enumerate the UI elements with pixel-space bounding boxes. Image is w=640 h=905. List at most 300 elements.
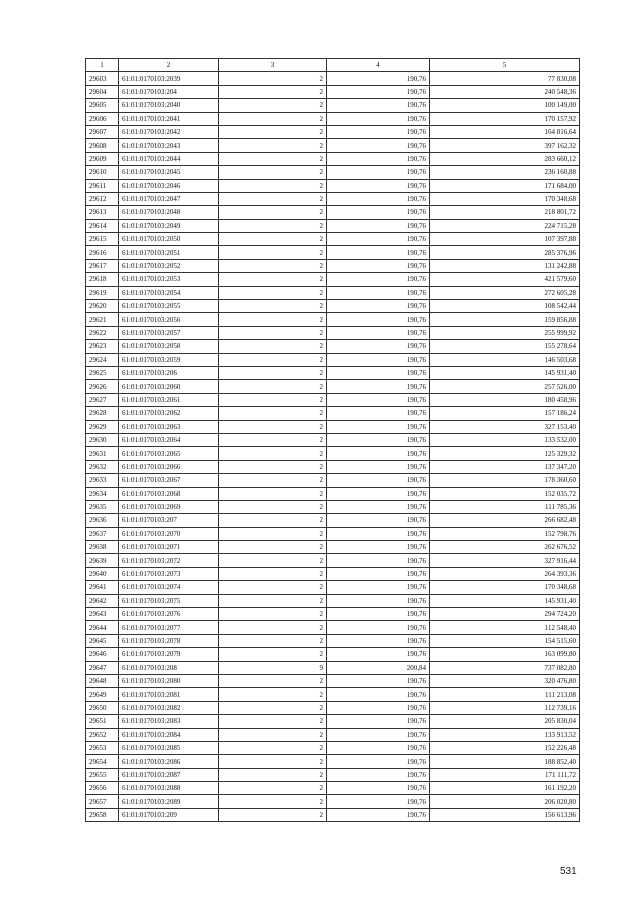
table-cell-col-5: 272 605,28 <box>430 286 580 299</box>
table-row <box>86 567 580 580</box>
table-cell-col-3: 2 <box>219 407 327 420</box>
table-cell-col-1: 29627 <box>86 393 119 406</box>
table-cell-col-1: 29613 <box>86 206 119 219</box>
table-cell-col-2: 61:01:0170103:2064 <box>119 433 219 446</box>
table-cell-col-5: 255 999,92 <box>430 326 580 339</box>
table-cell-col-4: 190,76 <box>327 608 430 621</box>
table-cell-col-2: 61:01:0170103:2057 <box>119 326 219 339</box>
table-cell-col-1: 29609 <box>86 152 119 165</box>
table-cell-col-4: 190,76 <box>327 768 430 781</box>
table-row <box>86 233 580 246</box>
table-cell-col-1: 29614 <box>86 219 119 232</box>
table-cell-col-2: 61:01:0170103:2044 <box>119 152 219 165</box>
table-cell-col-1: 29641 <box>86 581 119 594</box>
table-cell-col-1: 29621 <box>86 313 119 326</box>
table-cell-col-5: 145 931,40 <box>430 366 580 379</box>
table-cell-col-5: 421 579,60 <box>430 273 580 286</box>
table-cell-col-2: 61:01:0170103:2062 <box>119 407 219 420</box>
table-cell-col-1: 29616 <box>86 246 119 259</box>
table-row <box>86 125 580 138</box>
table-cell-col-2: 61:01:0170103:2046 <box>119 179 219 192</box>
table-cell-col-4: 190,76 <box>327 728 430 741</box>
table-cell-col-5: 327 916,44 <box>430 554 580 567</box>
table-cell-col-2: 61:01:0170103:2053 <box>119 273 219 286</box>
table-cell-col-3: 2 <box>219 326 327 339</box>
table-cell-col-5: 178 360,60 <box>430 474 580 487</box>
table-cell-col-3: 2 <box>219 233 327 246</box>
header-row <box>86 59 580 72</box>
table-cell-col-3: 2 <box>219 755 327 768</box>
table-cell-col-5: 152 226,48 <box>430 741 580 754</box>
table-row <box>86 192 580 205</box>
table-cell-col-5: 157 186,24 <box>430 407 580 420</box>
table-cell-col-1: 29610 <box>86 166 119 179</box>
table-cell-col-5: 171 684,00 <box>430 179 580 192</box>
table-cell-col-3: 2 <box>219 728 327 741</box>
table-cell-col-1: 29624 <box>86 353 119 366</box>
table-cell-col-3: 2 <box>219 366 327 379</box>
table-cell-col-4: 190,76 <box>327 808 430 821</box>
table-cell-col-5: 327 153,40 <box>430 420 580 433</box>
table-cell-col-5: 112 739,16 <box>430 701 580 714</box>
table-cell-col-2: 61:01:0170103:2069 <box>119 500 219 513</box>
table-row <box>86 621 580 634</box>
table-cell-col-1: 29633 <box>86 474 119 487</box>
table-cell-col-3: 2 <box>219 447 327 460</box>
table-cell-col-3: 2 <box>219 259 327 272</box>
table-cell-col-1: 29655 <box>86 768 119 781</box>
table-cell-col-2: 61:01:0170103:2042 <box>119 125 219 138</box>
table-cell-col-4: 190,76 <box>327 259 430 272</box>
table-cell-col-4: 190,76 <box>327 433 430 446</box>
table-cell-col-3: 2 <box>219 99 327 112</box>
table-cell-col-5: 236 160,88 <box>430 166 580 179</box>
table-cell-col-1: 29642 <box>86 594 119 607</box>
table-cell-col-2: 61:01:0170103:208 <box>119 661 219 674</box>
table-cell-col-4: 190,76 <box>327 340 430 353</box>
table-cell-col-3: 2 <box>219 474 327 487</box>
table-cell-col-1: 29637 <box>86 527 119 540</box>
table-cell-col-1: 29634 <box>86 487 119 500</box>
table-row <box>86 393 580 406</box>
table-cell-col-1: 29645 <box>86 634 119 647</box>
table-cell-col-5: 170 348,68 <box>430 192 580 205</box>
table-cell-col-5: 111 213,08 <box>430 688 580 701</box>
table-cell-col-1: 29644 <box>86 621 119 634</box>
table-cell-col-4: 190,76 <box>327 72 430 85</box>
table-cell-col-2: 61:01:0170103:2087 <box>119 768 219 781</box>
table-cell-col-2: 61:01:0170103:2066 <box>119 460 219 473</box>
table-row <box>86 768 580 781</box>
table-cell-col-4: 190,76 <box>327 85 430 98</box>
table-row <box>86 701 580 714</box>
table-cell-col-2: 61:01:0170103:2041 <box>119 112 219 125</box>
table-row <box>86 300 580 313</box>
table-cell-col-5: 206 020,80 <box>430 795 580 808</box>
table-cell-col-4: 190,76 <box>327 581 430 594</box>
table-cell-col-1: 29647 <box>86 661 119 674</box>
table-row <box>86 554 580 567</box>
table-row <box>86 152 580 165</box>
table-cell-col-2: 61:01:0170103:2079 <box>119 648 219 661</box>
table-cell-col-5: 164 816,64 <box>430 125 580 138</box>
table-row <box>86 340 580 353</box>
table-row <box>86 380 580 393</box>
table-cell-col-3: 2 <box>219 567 327 580</box>
table-cell-col-2: 61:01:0170103:2063 <box>119 420 219 433</box>
table-cell-col-5: 188 852,40 <box>430 755 580 768</box>
table-cell-col-5: 170 348,68 <box>430 581 580 594</box>
table-row <box>86 313 580 326</box>
table-row <box>86 634 580 647</box>
table-cell-col-3: 2 <box>219 85 327 98</box>
table-row <box>86 179 580 192</box>
table-row <box>86 219 580 232</box>
table-row <box>86 487 580 500</box>
table-cell-col-5: 133 913,52 <box>430 728 580 741</box>
table-cell-col-4: 190,76 <box>327 206 430 219</box>
table-cell-col-4: 190,76 <box>327 139 430 152</box>
table-row <box>86 474 580 487</box>
table-cell-col-1: 29652 <box>86 728 119 741</box>
table-cell-col-5: 170 157,92 <box>430 112 580 125</box>
table-cell-col-2: 61:01:0170103:2086 <box>119 755 219 768</box>
table-cell-col-3: 2 <box>219 460 327 473</box>
table-cell-col-2: 61:01:0170103:2065 <box>119 447 219 460</box>
table-cell-col-4: 190,76 <box>327 353 430 366</box>
table-cell-col-4: 190,76 <box>327 688 430 701</box>
table-cell-col-4: 190,76 <box>327 460 430 473</box>
table-cell-col-3: 2 <box>219 166 327 179</box>
table-cell-col-5: 163 099,80 <box>430 648 580 661</box>
table-cell-col-3: 2 <box>219 701 327 714</box>
registry-table <box>85 58 580 822</box>
table-cell-col-4: 190,76 <box>327 300 430 313</box>
table-row <box>86 139 580 152</box>
table-cell-col-1: 29631 <box>86 447 119 460</box>
table-body <box>86 72 580 822</box>
table-row <box>86 648 580 661</box>
table-cell-col-1: 29622 <box>86 326 119 339</box>
table-cell-col-3: 2 <box>219 313 327 326</box>
table-cell-col-2: 61:01:0170103:2073 <box>119 567 219 580</box>
table-cell-col-3: 2 <box>219 72 327 85</box>
table-cell-col-3: 2 <box>219 648 327 661</box>
table-cell-col-1: 29630 <box>86 433 119 446</box>
table-cell-col-4: 190,76 <box>327 514 430 527</box>
table-cell-col-5: 131 242,88 <box>430 259 580 272</box>
table-cell-col-4: 190,76 <box>327 246 430 259</box>
table-cell-col-1: 29606 <box>86 112 119 125</box>
table-row <box>86 99 580 112</box>
table-cell-col-3: 2 <box>219 500 327 513</box>
table-cell-col-4: 190,76 <box>327 99 430 112</box>
table-cell-col-3: 2 <box>219 608 327 621</box>
table-row <box>86 608 580 621</box>
table-cell-col-4: 190,76 <box>327 380 430 393</box>
table-cell-col-1: 29636 <box>86 514 119 527</box>
table-cell-col-4: 190,76 <box>327 393 430 406</box>
table-row <box>86 206 580 219</box>
table-cell-col-2: 61:01:0170103:2074 <box>119 581 219 594</box>
table-cell-col-5: 285 376,96 <box>430 246 580 259</box>
table-cell-col-1: 29619 <box>86 286 119 299</box>
table-cell-col-3: 2 <box>219 741 327 754</box>
table-cell-col-4: 190,76 <box>327 179 430 192</box>
table-cell-col-3: 2 <box>219 192 327 205</box>
table-row <box>86 433 580 446</box>
table-cell-col-5: 320 476,80 <box>430 674 580 687</box>
table-row <box>86 500 580 513</box>
table-cell-col-3: 2 <box>219 152 327 165</box>
table-cell-col-1: 29658 <box>86 808 119 821</box>
table-cell-col-4: 200,84 <box>327 661 430 674</box>
table-cell-col-4: 190,76 <box>327 701 430 714</box>
table-cell-col-5: 100 149,00 <box>430 99 580 112</box>
table-row <box>86 541 580 554</box>
table-cell-col-3: 2 <box>219 768 327 781</box>
table-row <box>86 112 580 125</box>
table-cell-col-1: 29617 <box>86 259 119 272</box>
table-row <box>86 447 580 460</box>
table-row <box>86 795 580 808</box>
table-cell-col-1: 29628 <box>86 407 119 420</box>
table-cell-col-1: 29638 <box>86 541 119 554</box>
table-cell-col-2: 61:01:0170103:2040 <box>119 99 219 112</box>
table-cell-col-4: 190,76 <box>327 648 430 661</box>
table-cell-col-5: 77 830,08 <box>430 72 580 85</box>
table-cell-col-3: 2 <box>219 621 327 634</box>
table-cell-col-5: 266 682,48 <box>430 514 580 527</box>
table-cell-col-3: 2 <box>219 246 327 259</box>
table-cell-col-2: 61:01:0170103:2058 <box>119 340 219 353</box>
table-cell-col-2: 61:01:0170103:2072 <box>119 554 219 567</box>
table-cell-col-3: 2 <box>219 674 327 687</box>
table-cell-col-4: 190,76 <box>327 273 430 286</box>
table-row <box>86 259 580 272</box>
table-row <box>86 286 580 299</box>
table-row <box>86 85 580 98</box>
table-cell-col-2: 61:01:0170103:2056 <box>119 313 219 326</box>
table-cell-col-3: 2 <box>219 219 327 232</box>
table-cell-col-4: 190,76 <box>327 554 430 567</box>
table-cell-col-2: 61:01:0170103:2085 <box>119 741 219 754</box>
table-cell-col-2: 61:01:0170103:2061 <box>119 393 219 406</box>
table-row <box>86 326 580 339</box>
table-cell-col-4: 190,76 <box>327 166 430 179</box>
table-cell-col-2: 61:01:0170103:2060 <box>119 380 219 393</box>
table-cell-col-4: 190,76 <box>327 326 430 339</box>
table-row <box>86 741 580 754</box>
table-cell-col-2: 61:01:0170103:209 <box>119 808 219 821</box>
table-cell-col-5: 154 515,60 <box>430 634 580 647</box>
table-row <box>86 420 580 433</box>
table-cell-col-2: 61:01:0170103:2071 <box>119 541 219 554</box>
table-cell-col-4: 190,76 <box>327 755 430 768</box>
table-cell-col-5: 159 856,88 <box>430 313 580 326</box>
column-header-4: 4 <box>327 59 430 72</box>
table-row <box>86 661 580 674</box>
table-row <box>86 581 580 594</box>
table-cell-col-5: 156 613,96 <box>430 808 580 821</box>
table-row <box>86 514 580 527</box>
table-cell-col-5: 264 393,36 <box>430 567 580 580</box>
table-cell-col-3: 2 <box>219 514 327 527</box>
table-cell-col-3: 2 <box>219 340 327 353</box>
table-cell-col-2: 61:01:0170103:2051 <box>119 246 219 259</box>
table-cell-col-2: 61:01:0170103:2047 <box>119 192 219 205</box>
table-row <box>86 594 580 607</box>
table-cell-col-5: 283 660,12 <box>430 152 580 165</box>
table-cell-col-3: 2 <box>219 554 327 567</box>
table-cell-col-4: 190,76 <box>327 474 430 487</box>
table-cell-col-3: 2 <box>219 581 327 594</box>
table-cell-col-5: 133 532,00 <box>430 433 580 446</box>
table-cell-col-3: 2 <box>219 433 327 446</box>
column-header-3: 3 <box>219 59 327 72</box>
table-cell-col-2: 61:01:0170103:2068 <box>119 487 219 500</box>
table-cell-col-5: 224 715,28 <box>430 219 580 232</box>
table-cell-col-1: 29603 <box>86 72 119 85</box>
table-cell-col-3: 2 <box>219 206 327 219</box>
table-cell-col-2: 61:01:0170103:2048 <box>119 206 219 219</box>
table-row <box>86 728 580 741</box>
table-cell-col-1: 29640 <box>86 567 119 580</box>
table-cell-col-3: 2 <box>219 286 327 299</box>
table-row <box>86 715 580 728</box>
table-cell-col-5: 108 542,44 <box>430 300 580 313</box>
table-cell-col-1: 29623 <box>86 340 119 353</box>
table-cell-col-4: 190,76 <box>327 487 430 500</box>
table-cell-col-5: 145 931,40 <box>430 594 580 607</box>
table-cell-col-2: 61:01:0170103:2055 <box>119 300 219 313</box>
table-row <box>86 460 580 473</box>
table-cell-col-1: 29632 <box>86 460 119 473</box>
table-cell-col-2: 61:01:0170103:2077 <box>119 621 219 634</box>
table-cell-col-2: 61:01:0170103:2070 <box>119 527 219 540</box>
table-cell-col-5: 111 785,36 <box>430 500 580 513</box>
table-cell-col-5: 107 397,88 <box>430 233 580 246</box>
table-cell-col-5: 294 724,20 <box>430 608 580 621</box>
table-cell-col-2: 61:01:0170103:2049 <box>119 219 219 232</box>
table-cell-col-5: 125 329,32 <box>430 447 580 460</box>
table-cell-col-2: 61:01:0170103:2084 <box>119 728 219 741</box>
table-cell-col-3: 9 <box>219 661 327 674</box>
table-cell-col-5: 155 278,64 <box>430 340 580 353</box>
table-cell-col-1: 29612 <box>86 192 119 205</box>
table-cell-col-2: 61:01:0170103:2082 <box>119 701 219 714</box>
table-cell-col-4: 190,76 <box>327 782 430 795</box>
table-row <box>86 353 580 366</box>
table-row <box>86 407 580 420</box>
table-cell-col-1: 29629 <box>86 420 119 433</box>
table-cell-col-4: 190,76 <box>327 219 430 232</box>
table-cell-col-1: 29626 <box>86 380 119 393</box>
table-row <box>86 246 580 259</box>
table-cell-col-3: 2 <box>219 527 327 540</box>
table-row <box>86 782 580 795</box>
table-cell-col-1: 29653 <box>86 741 119 754</box>
table-cell-col-3: 2 <box>219 808 327 821</box>
table-cell-col-4: 190,76 <box>327 715 430 728</box>
table-cell-col-4: 190,76 <box>327 192 430 205</box>
page-number: 531 <box>560 866 577 877</box>
table-cell-col-3: 2 <box>219 541 327 554</box>
table-cell-col-2: 61:01:0170103:2075 <box>119 594 219 607</box>
table-cell-col-5: 257 526,00 <box>430 380 580 393</box>
table-cell-col-5: 146 503,68 <box>430 353 580 366</box>
table-cell-col-5: 152 798,76 <box>430 527 580 540</box>
table-cell-col-4: 190,76 <box>327 795 430 808</box>
table-cell-col-4: 190,76 <box>327 407 430 420</box>
table-cell-col-1: 29607 <box>86 125 119 138</box>
table-cell-col-2: 61:01:0170103:2059 <box>119 353 219 366</box>
table-cell-col-4: 190,76 <box>327 621 430 634</box>
table-cell-col-2: 61:01:0170103:2076 <box>119 608 219 621</box>
table-cell-col-3: 2 <box>219 353 327 366</box>
table-cell-col-1: 29657 <box>86 795 119 808</box>
column-header-1: 1 <box>86 59 119 72</box>
table-cell-col-4: 190,76 <box>327 634 430 647</box>
column-header-5: 5 <box>430 59 580 72</box>
table-cell-col-3: 2 <box>219 594 327 607</box>
table-cell-col-4: 190,76 <box>327 233 430 246</box>
table-cell-col-5: 137 347,20 <box>430 460 580 473</box>
table-cell-col-2: 61:01:0170103:2054 <box>119 286 219 299</box>
table-row <box>86 527 580 540</box>
table-cell-col-3: 2 <box>219 380 327 393</box>
table-cell-col-3: 2 <box>219 139 327 152</box>
table-cell-col-1: 29654 <box>86 755 119 768</box>
table-cell-col-2: 61:01:0170103:2083 <box>119 715 219 728</box>
table-cell-col-3: 2 <box>219 715 327 728</box>
table-cell-col-5: 152 035,72 <box>430 487 580 500</box>
table-cell-col-1: 29625 <box>86 366 119 379</box>
table-cell-col-4: 190,76 <box>327 500 430 513</box>
table-cell-col-1: 29650 <box>86 701 119 714</box>
table-cell-col-4: 190,76 <box>327 286 430 299</box>
table-cell-col-5: 262 676,52 <box>430 541 580 554</box>
table-cell-col-1: 29608 <box>86 139 119 152</box>
table-cell-col-1: 29611 <box>86 179 119 192</box>
table-cell-col-3: 2 <box>219 179 327 192</box>
table-cell-col-3: 2 <box>219 420 327 433</box>
table-cell-col-1: 29649 <box>86 688 119 701</box>
table-cell-col-2: 61:01:0170103:2045 <box>119 166 219 179</box>
table-cell-col-3: 2 <box>219 634 327 647</box>
table-cell-col-1: 29635 <box>86 500 119 513</box>
table-cell-col-4: 190,76 <box>327 313 430 326</box>
table-cell-col-1: 29604 <box>86 85 119 98</box>
column-header-2: 2 <box>119 59 219 72</box>
table-cell-col-1: 29618 <box>86 273 119 286</box>
table-cell-col-2: 61:01:0170103:2089 <box>119 795 219 808</box>
table-cell-col-5: 112 548,40 <box>430 621 580 634</box>
table-cell-col-1: 29656 <box>86 782 119 795</box>
table-cell-col-5: 205 830,04 <box>430 715 580 728</box>
table-cell-col-4: 190,76 <box>327 741 430 754</box>
table-cell-col-3: 2 <box>219 782 327 795</box>
table-cell-col-2: 61:01:0170103:2078 <box>119 634 219 647</box>
table-cell-col-4: 190,76 <box>327 527 430 540</box>
table-cell-col-3: 2 <box>219 125 327 138</box>
table-cell-col-3: 2 <box>219 300 327 313</box>
table-cell-col-3: 2 <box>219 393 327 406</box>
table-cell-col-3: 2 <box>219 273 327 286</box>
table-cell-col-4: 190,76 <box>327 447 430 460</box>
table-cell-col-1: 29646 <box>86 648 119 661</box>
table-row <box>86 755 580 768</box>
